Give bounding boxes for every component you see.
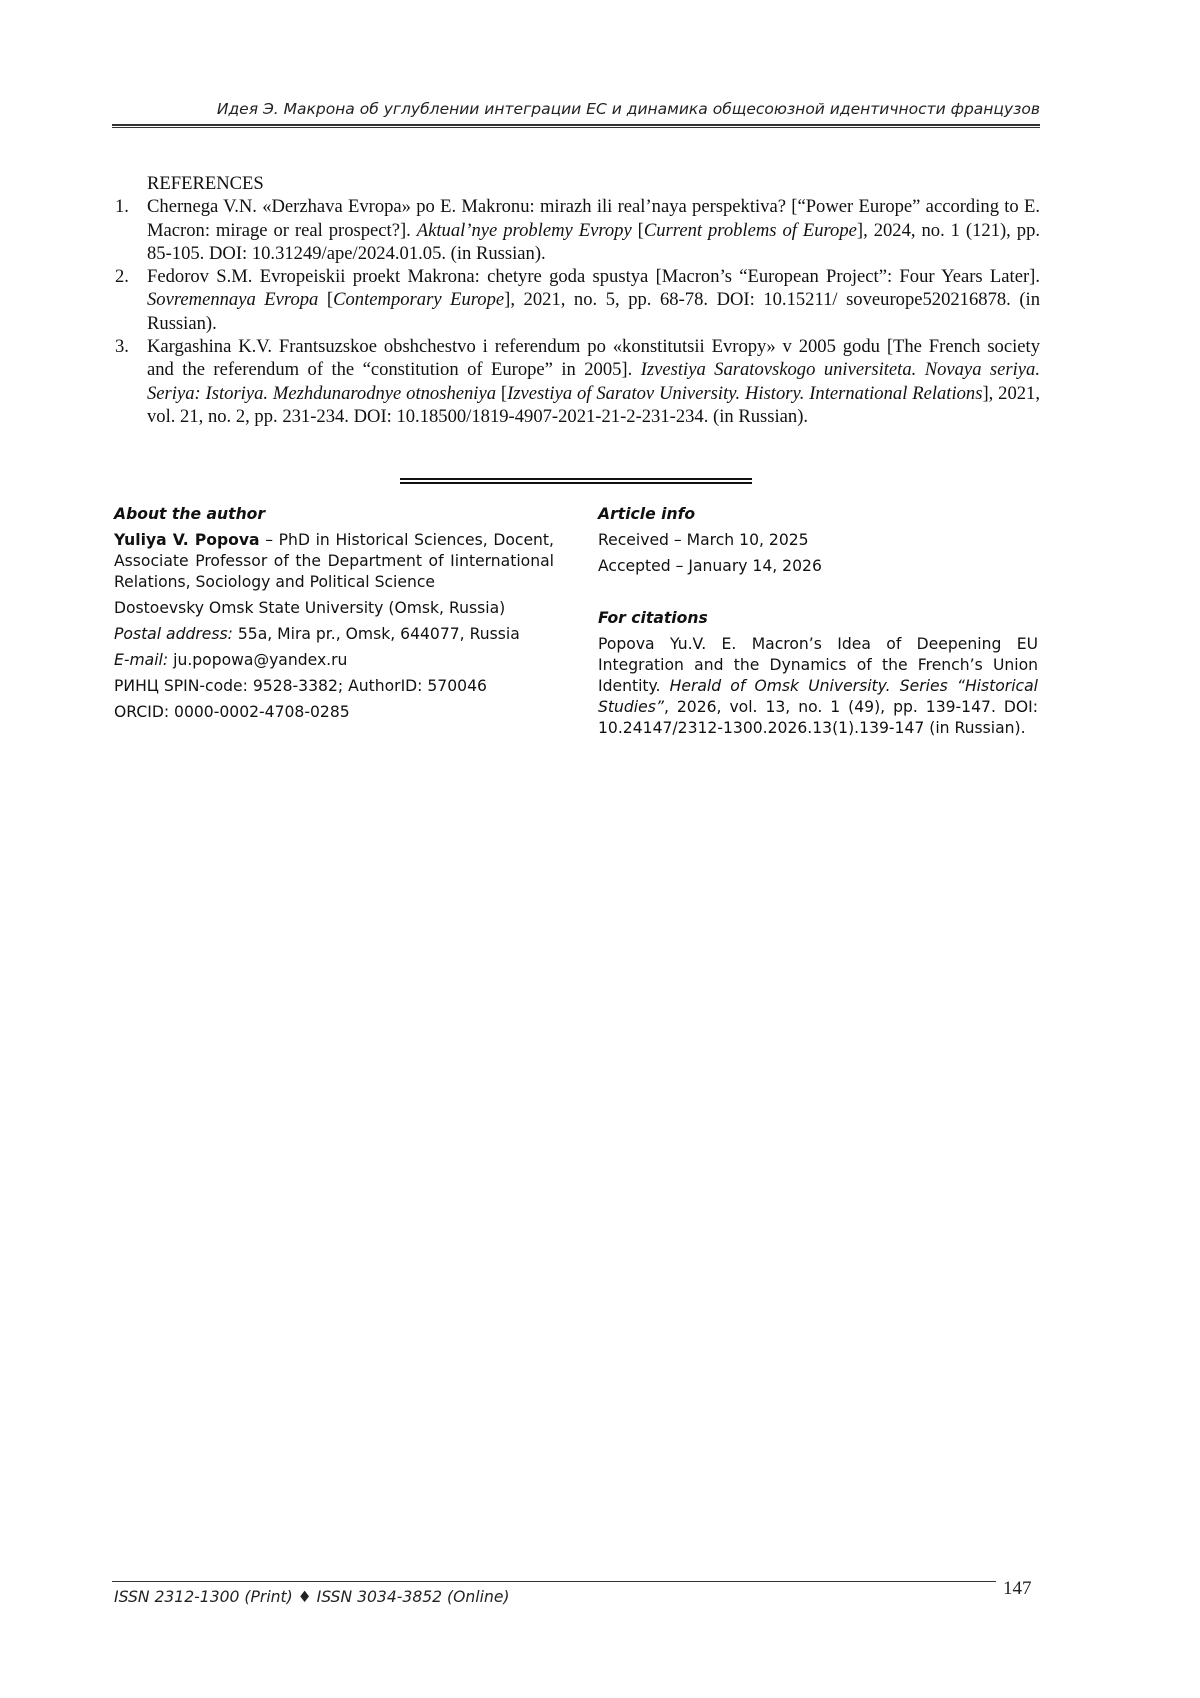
citation-text (598, 634, 1038, 739)
about-author-heading: About the author (114, 505, 266, 523)
citation-details: , 2026, vol. 13, no. 1 (49), pp. 139-147. DOI: 10.24147/2312-1300.2026.13(1).139-147 (in Russian). (598, 698, 1038, 737)
postal-address-label: Postal address: (114, 625, 233, 643)
reference-text: [ (631, 219, 644, 241)
reference-text: Kargashina K.V. Frantsuzskoe obshchestvo i referendum po «konstitutsii Evropy» v 2005 godu [The French society and the referendum of the “constitution of Europe” in 2005]. (147, 336, 1040, 381)
accepted-date: Accepted – January 14, 2026 (598, 557, 822, 575)
page-number: 147 (1003, 1578, 1032, 1599)
author-rinc: РИНЦ SPIN-code: 9528-3382; AuthorID: 570046 (114, 677, 487, 695)
reference-journal-translation: Izvestiya of Saratov University. History. International Relations (507, 382, 983, 404)
reference-journal: Izvestiya Saratovskogo universiteta. Novaya seriya. Seriya: Istoriya. Mezhdunarodnye otnosheniya (147, 359, 1041, 404)
reference-text: [ (496, 382, 508, 404)
reference-item (112, 195, 1040, 265)
author-name: Yuliya V. Popova (114, 531, 260, 549)
author-credentials: – PhD in Historical Sciences, Docent, Associate Professor of the Department of Iinternational Relations, Sociology and Political Science (114, 531, 554, 591)
about-author-column (114, 504, 554, 728)
reference-journal-translation: Current problems of Europe (643, 219, 857, 241)
reference-number: 1. (115, 196, 129, 218)
reference-text: [ (318, 289, 334, 311)
references-section (112, 172, 1040, 428)
reference-text: ], 2021, no. 5, pp. 68-78. DOI: 10.15211/ soveurope520216878. (in Russian). (147, 289, 1041, 334)
reference-number: 2. (115, 266, 129, 288)
reference-number: 3. (115, 336, 129, 358)
postal-address-value: 55a, Mira pr., Omsk, 644077, Russia (232, 625, 520, 643)
reference-item (112, 335, 1040, 428)
reference-text: Chernega V.N. «Derzhava Evropa» po E. Makronu: mirazh ili real’naya perspektiva? [“Power Europe” according to E. Macron: mirage or real prospect?]. (147, 196, 1040, 241)
author-postal-address (114, 624, 554, 645)
running-header: Идея Э. Макрона об углублении интеграции ЕС и динамика общесоюзной идентичности французов (216, 100, 1040, 118)
references-heading: REFERENCES (147, 173, 264, 194)
author-description (114, 530, 554, 593)
author-email (114, 650, 554, 671)
reference-text: ], 2024, no. 1 (121), pp. 85-105. DOI: 10.31249/ape/2024.01.05. (in Russian). (147, 219, 1041, 264)
references-list (112, 195, 1040, 428)
article-info-column (598, 504, 1038, 744)
reference-journal: Aktual’nye problemy Evropy (416, 219, 632, 241)
author-orcid: ORCID: 0000-0002-4708-0285 (114, 703, 350, 721)
citation-journal: Herald of Omsk University. Series “Historical Studies” (598, 677, 1038, 716)
reference-journal: Sovremennaya Evropa (147, 289, 319, 311)
reference-journal-translation: Contemporary Europe (333, 289, 505, 311)
citations-heading: For citations (598, 609, 708, 627)
email-value[interactable]: ju.popowa@yandex.ru (168, 651, 348, 669)
reference-text: Fedorov S.M. Evropeiskii proekt Makrona: chetyre goda spustya [Macron’s “European Project”: Four Years Later]. (147, 266, 1040, 288)
reference-item (112, 265, 1040, 335)
reference-text: ], 2021, vol. 21, no. 2, pp. 231-234. DOI: 10.18500/1819-4907-2021-21-2-231-234. (in Russian). (147, 382, 1041, 427)
citation-authors-title: Popova Yu.V. E. Macron’s Idea of Deepening EU Integration and the Dynamics of the French’s Union Identity. (598, 635, 1038, 695)
section-separator (400, 478, 752, 484)
received-date: Received – March 10, 2025 (598, 531, 809, 549)
footer-issn: ISSN 2312-1300 (Print) ♦ ISSN 3034-3852 (Online) (114, 1588, 510, 1606)
email-label: E-mail: (114, 651, 169, 669)
author-affiliation: Dostoevsky Omsk State University (Omsk, Russia) (114, 599, 506, 617)
footer-rule (112, 1581, 996, 1582)
header-rule (112, 124, 1040, 128)
article-info-heading: Article info (598, 505, 696, 523)
